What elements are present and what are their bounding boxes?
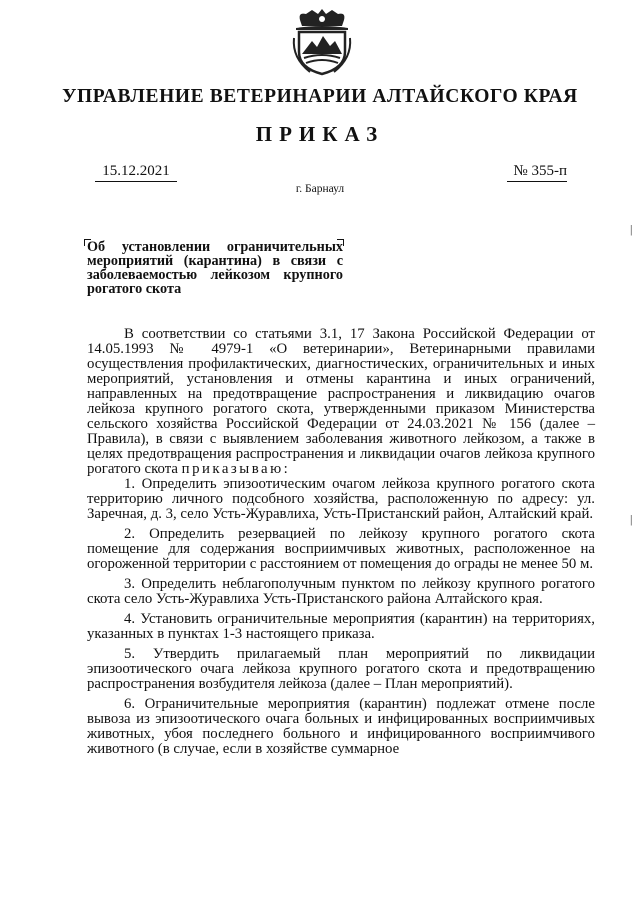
scan-edge-mark: | — [630, 222, 633, 236]
order-subject: Об установлении ограничительных мероприятий (карантина) в связи с заболеваемостью лейкозом крупного рогатого скота — [87, 239, 343, 297]
order-item: 3. Определить неблагополучным пунктом по лейкозу крупного рогатого скота село Усть-Журавлиха Усть-Пристанского района Алтайского края. — [87, 576, 595, 607]
document-type: ПРИКАЗ — [255, 122, 385, 146]
preamble-paragraph — [87, 327, 595, 477]
order-verb: приказываю: — [181, 461, 291, 477]
order-number: № 355-п — [507, 163, 567, 182]
order-body — [87, 327, 595, 762]
preamble-text: В соответствии со статьями 3.1, 17 Закона Российской Федерации от 14.05.1993 № 4979-1 «О ветеринарии», Ветеринарными правилами осуществления профилактических, диагностических, ограничительных и иных мероприятий, установления и отмены карантина и иных ограничений, направленных на предотвращение распространения и ликвидацию очагов лейкоза крупного рогатого скота, утвержденными приказом Министерства сельского хозяйства Российской Федерации от 24.03.2021 № 156 (далее – Правила), в связи с выявлением заболевания животного лейкозом, а также в целях предотвращения распространения и ликвидации очагов лейкоза крупного рогатого скота — [87, 326, 595, 477]
order-date: 15.12.2021 — [95, 163, 177, 182]
scan-edge-mark: | — [630, 512, 633, 526]
order-item: 6. Ограничительные мероприятия (карантин) подлежат отмене после вывоза из эпизоотического очага больных и инфицированных восприимчивых животных, убоя последнего больного и инфицированного восприимчивого животного (в случае, если в хозяйстве суммарное — [87, 696, 595, 757]
order-item: 2. Определить резервацией по лейкозу крупного рогатого скота помещение для содержания восприимчивых животных, расположенное на огороженной территории с расстоянием от помещения до ограды не менее 50 м. — [87, 526, 595, 572]
order-item: 5. Утвердить прилагаемый план мероприятий по ликвидации эпизоотического очага лейкоза крупного рогатого скота и предотвращению распространения возбудителя лейкоза (далее – План мероприятий). — [87, 646, 595, 692]
city-label: г. Барнаул — [295, 183, 345, 195]
organization-title: УПРАВЛЕНИЕ ВЕТЕРИНАРИИ АЛТАЙСКОГО КРАЯ — [62, 86, 578, 107]
order-item: 4. Установить ограничительные мероприятия (карантин) на территориях, указанных в пунктах 1-3 настоящего приказа. — [87, 611, 595, 642]
coat-of-arms-icon — [290, 8, 354, 76]
order-item: 1. Определить эпизоотическим очагом лейкоза крупного рогатого скота территорию личного подсобного хозяйства, расположенную по адресу: ул. Заречная, д. 3, село Усть-Журавлиха, Усть-Пристанский район, Алтайский край. — [87, 476, 595, 522]
